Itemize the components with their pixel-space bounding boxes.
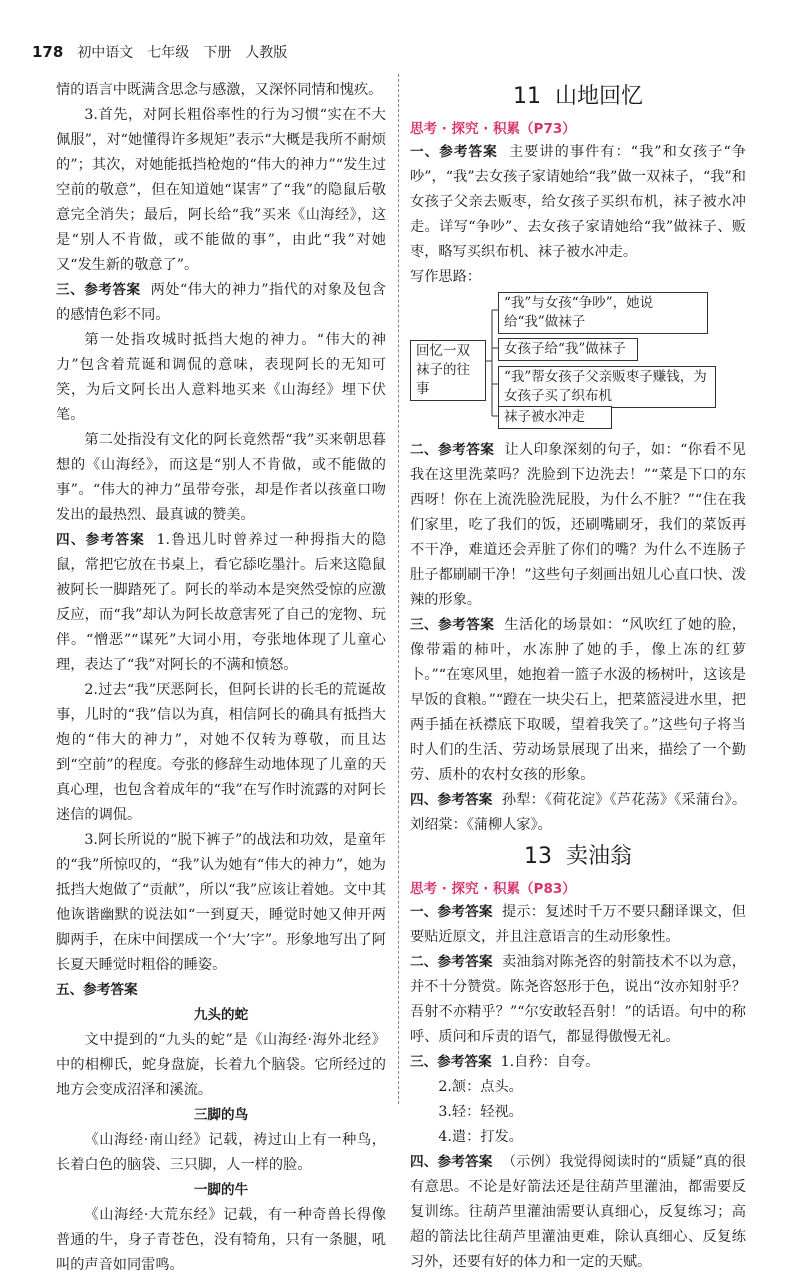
paragraph: 文中提到的“九头的蛇”是《山海经·海外北经》中的相柳氏，蛇身盘旋，长着九个脑袋。它所经过的地方会变成沼泽和溪流。 <box>56 1032 386 1098</box>
answer-label: 三、参考答案 <box>410 617 495 633</box>
answer-label: 五、参考答案 <box>56 982 138 998</box>
answer-1 <box>410 140 746 265</box>
grade: 七年级 <box>147 45 190 61</box>
subject: 初中语文 <box>77 45 134 61</box>
answer-text: 两处“伟大的神力”指代的对象及包含的感情色彩不同。 <box>56 282 386 323</box>
paragraph: 3.首先，对阿长粗俗率性的行为习惯“实在不大佩服”，对“她懂得许多规矩”表示“大概是我所不耐烦的”；其次，对她能抵挡枪炮的“伟大的神力”“发生过空前的敬意”，但在知道她“谋害”了“我”的隐鼠后敬意完全消失；最后，阿长给“我”买来《山海经》，这是“别人不肯做，或不能做的事”，由此“我”对她又“发生新的敬意了”。 <box>56 107 386 273</box>
page-number: 178 <box>32 43 64 61</box>
answer-text: 让人印象深刻的句子，如：“你看不见我在这里洗菜吗？洗脸到下边洗去！”“菜是下口的东西呀！你在上流洗脸洗屁股，为什么不脏？”“住在我们家里，吃了我们的饭，还刷嘴刷牙，我们的菜饭再不干净，难道还会弄脏了你们的嘴？为什么不连肠子肚子都刷刷干净！”这些句子刻画出妞儿心直口快、泼辣的形象。 <box>410 442 746 608</box>
volume: 下册 <box>203 45 232 61</box>
answer-text: 主要讲的事件有：“我”和女孩子“争吵”，“我”去女孩子家请她给“我”做一双袜子，“我”和女孩子父亲去贩枣，给女孩子买织布机，袜子被水冲走。详写“争吵”、去女孩子家请她给“我”做袜子、贩枣，略写买织布机、袜子被水冲走。 <box>410 144 746 260</box>
answer-label: 四、参考答案 <box>410 792 493 808</box>
paragraph: 3.阿长所说的“脱下裤子”的战法和功效，是童年的“我”所惊叹的，“我”认为她有“伟大的神力”，她为抵挡大炮做了“贡献”，所以“我”应该让着她。文中其他诙谐幽默的说法如“一到夏天，睡觉时她又伸开两脚两手，在床中间摆成一个‘大’字”。形象地写出了阿长夏天睡觉时粗俗的睡姿。 <box>56 832 386 973</box>
mind-map-root: 回忆一双袜子的往事 <box>410 340 486 401</box>
sub-heading: 九头的蛇 <box>193 1007 249 1023</box>
page-header <box>32 40 287 64</box>
list-item: 3.轻：轻视。 <box>438 1104 523 1120</box>
mind-map-branch: “我”与女孩“争吵”，她说给“我”做袜子 <box>498 292 708 334</box>
section-tag: 思考 · 探究 · 积累（P73） <box>410 121 576 137</box>
answer-label: 四、参考答案 <box>56 532 145 548</box>
section-tag: 思考 · 探究 · 积累（P83） <box>410 881 576 897</box>
column-divider <box>398 74 399 1104</box>
answer-label: 二、参考答案 <box>410 442 495 458</box>
answer-label: 一、参考答案 <box>410 144 498 160</box>
list-item: 2.颔：点头。 <box>438 1079 523 1095</box>
lesson-name: 卖油翁 <box>565 844 632 869</box>
left-column <box>56 78 386 1278</box>
answer-text: （示例）我觉得阅读时的“质疑”真的很有意思。不论是好箭法还是往葫芦里灌油，都需要反复训练。往葫芦里灌油需要认真细心，反复练习；高超的箭法比往葫芦里灌油更难，除认真细心、反复练习外，还要有好的体力和一定的天赋。 <box>410 1154 746 1270</box>
mind-map-branch: 袜子被水冲走 <box>498 406 612 429</box>
answer-3 <box>56 278 386 328</box>
lesson-number: 11 <box>512 84 541 109</box>
answer-1 <box>410 900 746 950</box>
lesson-name: 山地回忆 <box>554 84 643 109</box>
answer-label: 三、参考答案 <box>410 1054 492 1070</box>
answer-text: 孙犁：《荷花淀》《芦花荡》《采蒲台》。刘绍棠：《蒲柳人家》。 <box>410 792 747 833</box>
answer-text: 提示：复述时千万不要只翻译课文，但要贴近原文，并且注意语言的生动形象性。 <box>410 904 746 945</box>
paragraph: 2.过去“我”厌恶阿长，但阿长讲的长毛的荒诞故事，儿时的“我”信以为真，相信阿长的确具有抵挡大炮的“伟大的神力”，对她不仅转为尊敬，而且达到“空前”的程度。夸张的修辞生动地体现了儿童的天真心理，也包含着成年的“我”在写作时流露的对阿长迷信的调侃。 <box>56 682 386 823</box>
mind-map-branch: “我”帮女孩子父亲贩枣子赚钱，为女孩子买了织布机 <box>498 366 716 408</box>
lesson-number: 13 <box>523 844 552 869</box>
lesson-title <box>410 840 746 874</box>
answer-4 <box>410 1150 746 1275</box>
answer-4 <box>410 788 746 838</box>
mind-map-branch: 女孩子给“我”做袜子 <box>498 338 638 361</box>
answer-text: 1.自矜：自夸。 <box>500 1054 600 1070</box>
list-item: 4.遣：打发。 <box>438 1129 523 1145</box>
answer-text: 生活化的场景如：“风吹红了她的脸，像带霜的柿叶，水冻肿了她的手，像上冻的红萝卜。”“在寒风里，她抱着一篮子水汲的杨树叶，这该是早饭的食粮。”“蹬在一块尖石上，把菜篮浸进水里，把两手插在袄襟底下取暖，望着我笑了。”这些句子将当时人们的生活、劳动场景展现了出来，描绘了一个勤劳、质朴的农村女孩的形象。 <box>410 617 746 783</box>
answer-3 <box>410 613 746 788</box>
writing-idea-label: 写作思路： <box>410 269 481 285</box>
answer-2 <box>410 950 746 1050</box>
sub-heading: 三脚的鸟 <box>193 1107 249 1123</box>
sub-heading: 一脚的牛 <box>193 1182 249 1198</box>
paragraph: 《山海经·南山经》记载，祷过山上有一种鸟，长着白色的脑袋、三只脚，人一样的脸。 <box>56 1132 386 1173</box>
paragraph: 第二处指没有文化的阿长竟然帮“我”买来朝思暮想的《山海经》，而这是“别人不肯做，或不能做的事”。“伟大的神力”虽带夸张，却是作者以孩童口吻发出的最热烈、最真诚的赞美。 <box>56 432 386 523</box>
paragraph: 《山海经·大荒东经》记载，有一种奇兽长得像普通的牛，身子青苍色，没有犄角，只有一条腿，吼叫的声音如同雷鸣。 <box>56 1207 386 1273</box>
answer-label: 二、参考答案 <box>410 954 493 970</box>
edition: 人教版 <box>245 45 288 61</box>
answer-text: 卖油翁对陈尧咨的射箭技术不以为意，并不十分赞赏。陈尧咨怒形于色，说出“汝亦知射乎？吾射不亦精乎？”“尔安敢轻吾射！”的话语。句中的称呼、质问和斥责的语气，都显得傲慢无礼。 <box>410 954 746 1045</box>
answer-2 <box>410 438 746 613</box>
answer-label: 四、参考答案 <box>410 1154 493 1170</box>
mind-map <box>410 292 746 434</box>
answer-5 <box>56 978 386 1003</box>
answer-text: 1.鲁迅儿时曾养过一种拇指大的隐鼠，常把它放在书桌上，看它舔吃墨汁。后来这隐鼠被阿长一脚踏死了。阿长的举动本是突然受惊的应激反应，而“我”却认为阿长故意害死了自己的宠物、玩伴。“憎恶”“谋死”大词小用，夸张地体现了儿童心理，表达了“我”对阿长的不满和愤怒。 <box>56 532 386 673</box>
paragraph: 情的语言中既满含思念与感激，又深怀同情和愧疚。 <box>56 82 383 98</box>
answer-4 <box>56 528 386 678</box>
answer-label: 三、参考答案 <box>56 282 141 298</box>
lesson-title <box>410 80 746 114</box>
right-column <box>410 78 746 1275</box>
paragraph: 第一处指攻城时抵挡大炮的神力。“伟大的神力”包含着荒诞和调侃的意味，表现阿长的无知可笑，为后文阿长出人意料地买来《山海经》埋下伏笔。 <box>56 332 386 423</box>
answer-3 <box>410 1050 746 1075</box>
answer-label: 一、参考答案 <box>410 904 493 920</box>
